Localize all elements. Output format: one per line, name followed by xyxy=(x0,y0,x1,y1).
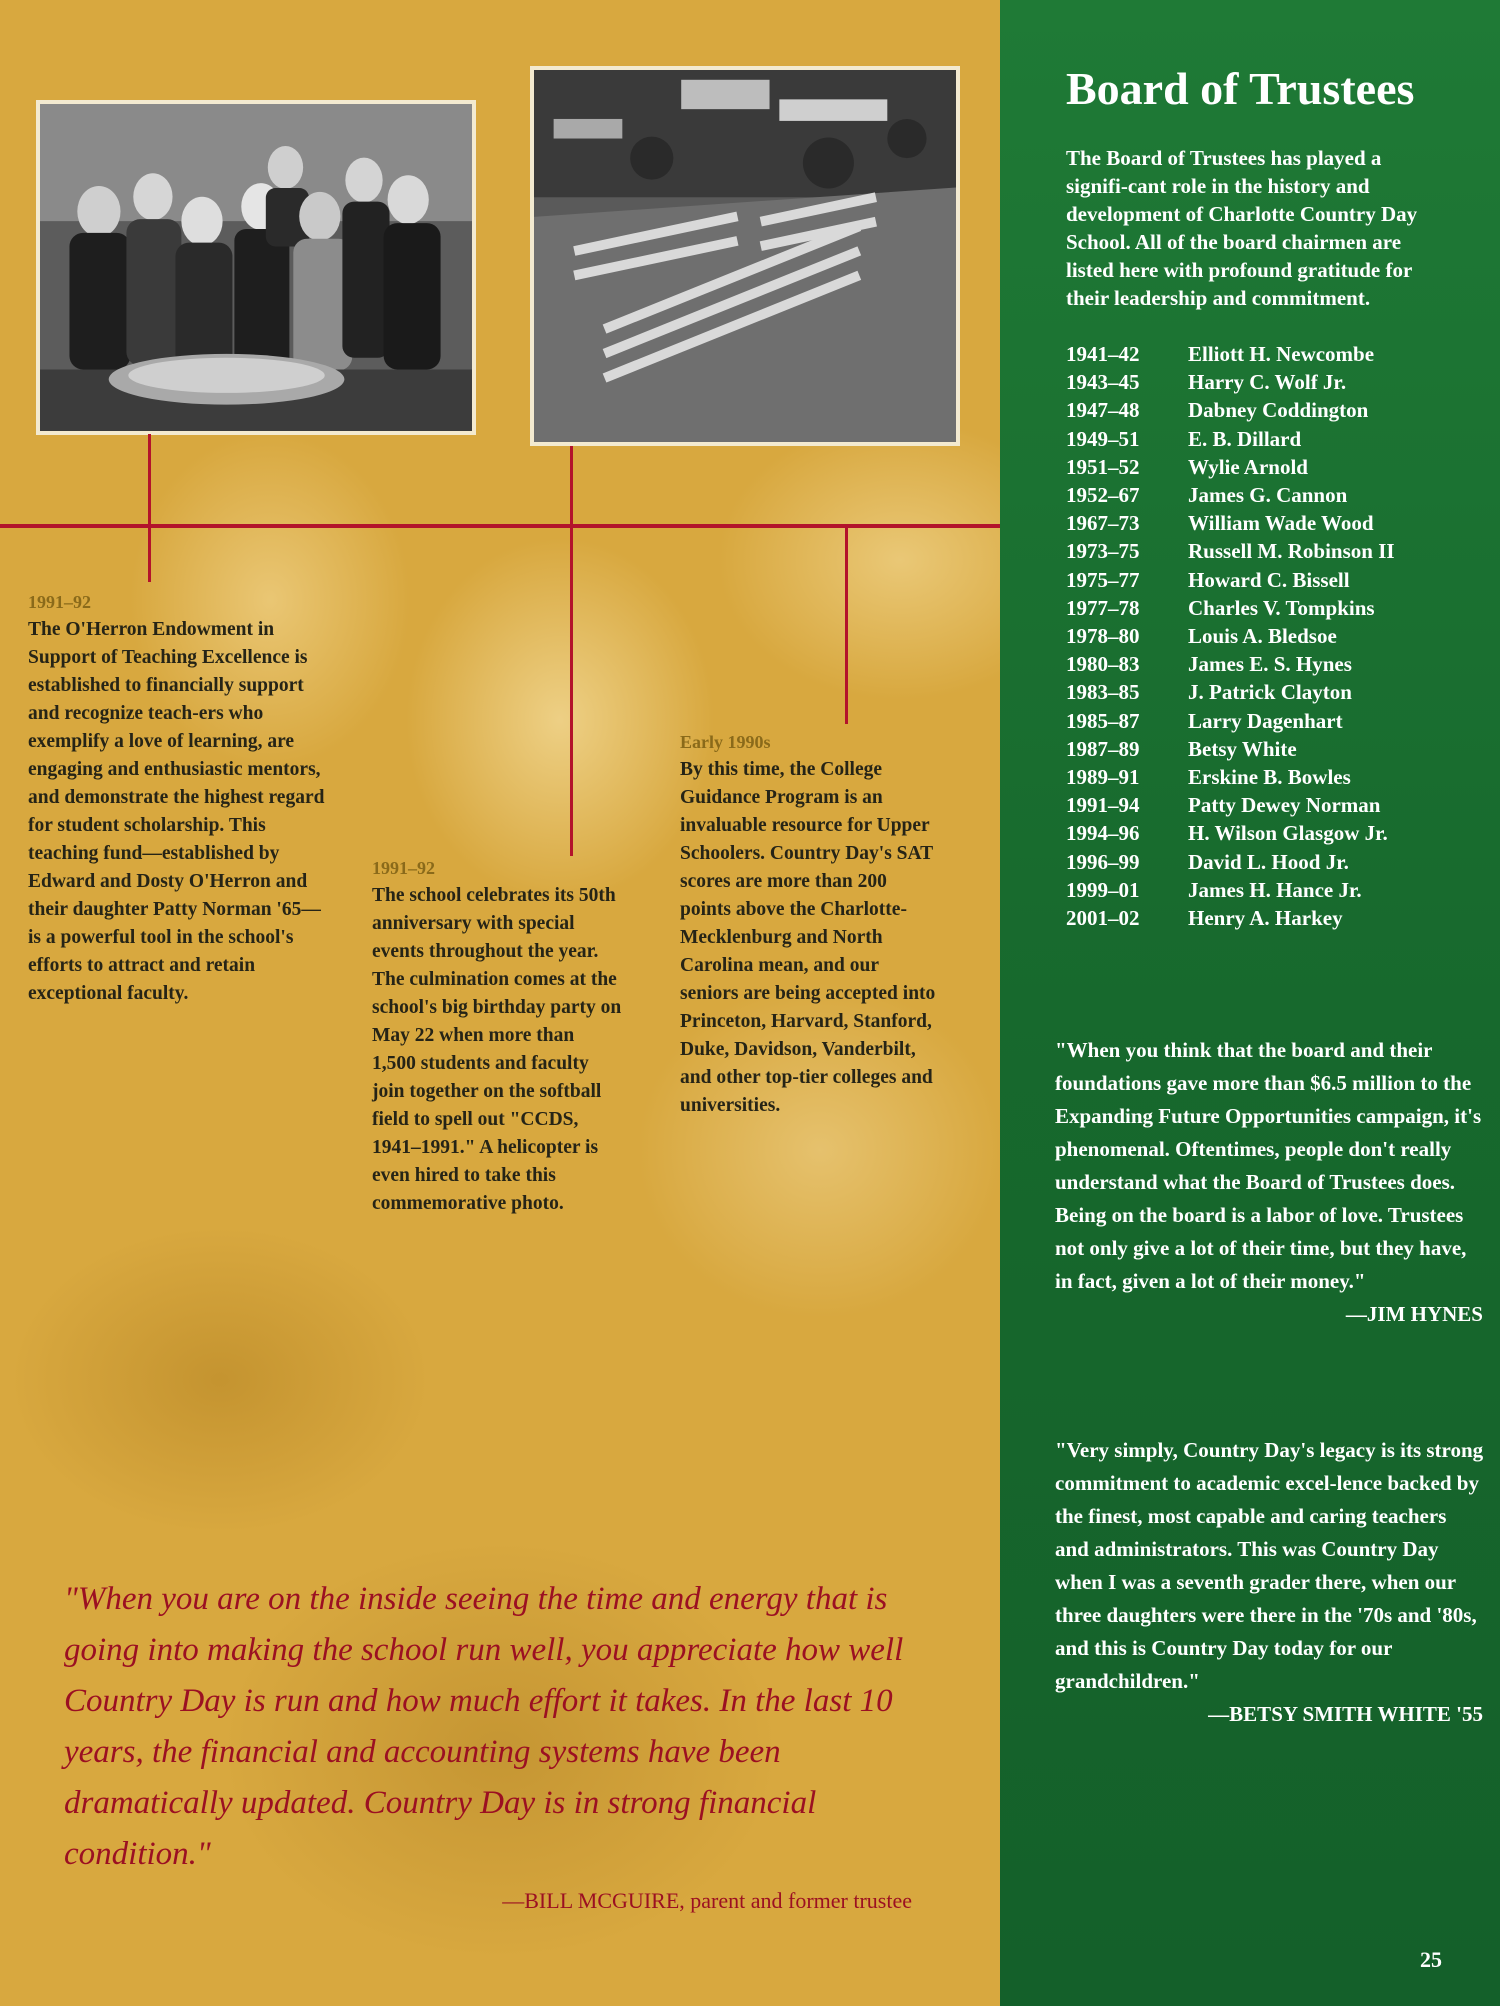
sidebar-quote xyxy=(1055,1434,1485,1731)
chair-name: Henry A. Harkey xyxy=(1188,906,1343,931)
list-item xyxy=(1066,594,1486,622)
list-item xyxy=(1066,509,1486,537)
chair-name: James E. S. Hynes xyxy=(1188,652,1352,677)
chair-name: Harry C. Wolf Jr. xyxy=(1188,370,1347,395)
chair-years: 1975–77 xyxy=(1066,567,1140,592)
featured-quote: "When you are on the inside seeing the time and energy that is going into making the school run well, you appreciate how well Country Day is run and how much effort it takes. In the last 10 years, the financial and accounting systems have been dramatically updated. Country Day is in strong financial condition." xyxy=(64,1581,904,1872)
chair-name: Betsy White xyxy=(1188,736,1297,761)
timeline-connector xyxy=(845,524,848,724)
chair-name: Patty Dewey Norman xyxy=(1188,793,1381,818)
timeline-connector xyxy=(148,434,151,582)
list-item xyxy=(1066,678,1486,706)
attribution-role: parent and former trustee xyxy=(684,1888,912,1913)
chair-name: Russell M. Robinson II xyxy=(1188,539,1395,564)
timeline-year: Early 1990s xyxy=(680,732,771,752)
quote-text: "When you think that the board and their foundations gave more than $6.5 million to the Expanding Future Opportunities campaign, it's phenomenal. Oftentimes, people don't really understand what the Board of Trustees does. Being on the board is a labor of love. Trustees not only give a lot of their time, but they have, in fact, given a lot of their money." xyxy=(1055,1038,1482,1293)
chair-years: 1952–67 xyxy=(1066,483,1140,508)
list-item xyxy=(1066,848,1486,876)
chair-years: 1947–48 xyxy=(1066,398,1140,423)
chair-name: James G. Cannon xyxy=(1188,483,1348,508)
list-item xyxy=(1066,763,1486,791)
chair-name: Dabney Coddington xyxy=(1188,398,1369,423)
timeline-entry xyxy=(372,854,622,1218)
chair-years: 1991–94 xyxy=(1066,793,1140,818)
section-title: Board of Trustees xyxy=(1066,63,1415,114)
chair-name: William Wade Wood xyxy=(1188,511,1374,536)
chair-name: Wylie Arnold xyxy=(1188,454,1308,479)
list-item xyxy=(1066,735,1486,763)
trustees-group-photo xyxy=(36,100,476,435)
chair-years: 1994–96 xyxy=(1066,821,1140,846)
chair-name: J. Patrick Clayton xyxy=(1188,680,1352,705)
chair-years: 1983–85 xyxy=(1066,680,1140,705)
list-item xyxy=(1066,453,1486,481)
chair-years: 1978–80 xyxy=(1066,624,1140,649)
chair-name: H. Wilson Glasgow Jr. xyxy=(1188,821,1388,846)
chair-name: Erskine B. Bowles xyxy=(1188,765,1351,790)
chair-years: 1943–45 xyxy=(1066,370,1140,395)
chair-years: 1980–83 xyxy=(1066,652,1140,677)
chair-years: 1973–75 xyxy=(1066,539,1140,564)
chair-years: 1987–89 xyxy=(1066,736,1140,761)
chair-years: 2001–02 xyxy=(1066,906,1140,931)
chair-years: 1951–52 xyxy=(1066,454,1140,479)
attribution-name: —BILL MCGUIRE, xyxy=(502,1888,685,1913)
chair-years: 1985–87 xyxy=(1066,708,1140,733)
chair-name: Larry Dagenhart xyxy=(1188,708,1343,733)
featured-quote-attribution xyxy=(426,1888,912,1914)
chair-years: 1999–01 xyxy=(1066,877,1140,902)
group-photo-illustration xyxy=(40,104,472,431)
list-item xyxy=(1066,537,1486,565)
section-intro: The Board of Trustees has played a signifi-cant role in the history and development of Charlotte Country Day School. All of the board chairmen are listed here with profound gratitude for their leadership and commitment. xyxy=(1066,146,1418,310)
timeline-year: 1991–92 xyxy=(28,592,91,612)
sidebar-quote xyxy=(1055,1034,1485,1331)
timeline-entry xyxy=(28,588,328,1008)
list-item xyxy=(1066,707,1486,735)
chair-years: 1989–91 xyxy=(1066,765,1140,790)
list-item xyxy=(1066,425,1486,453)
list-item xyxy=(1066,876,1486,904)
timeline-text: The school celebrates its 50th anniversary with special events throughout the year. The culmination comes at the school's big birthday party on May 22 when more than 1,500 students and faculty join together on the softball field to spell out "CCDS, 1941–1991." A helicopter is even hired to take this commemorative photo. xyxy=(372,885,622,1214)
timeline-text: By this time, the College Guidance Program is an invaluable resource for Upper Schoolers. Country Day's SAT scores are more than 200 points above the Charlotte-Mecklenburg and North Carolina mean, and our seniors are being accepted into Princeton, Harvard, Stanford, Duke, Davidson, Vanderbilt, and other top-tier colleges and universities. xyxy=(680,759,936,1116)
timeline-entry xyxy=(680,728,940,1120)
chair-years: 1941–42 xyxy=(1066,342,1140,366)
chair-years: 1977–78 xyxy=(1066,595,1140,620)
aerial-anniversary-photo xyxy=(530,66,960,446)
chair-name: Howard C. Bissell xyxy=(1188,567,1350,592)
board-of-trustees-panel xyxy=(1000,0,1500,2006)
chair-name: James H. Hance Jr. xyxy=(1188,877,1362,902)
chair-years: 1949–51 xyxy=(1066,426,1140,451)
page-number: 25 xyxy=(1420,1947,1442,1972)
aerial-photo-illustration xyxy=(534,70,956,442)
timeline-year: 1991–92 xyxy=(372,858,435,878)
list-item xyxy=(1066,368,1486,396)
list-item xyxy=(1066,481,1486,509)
timeline-connector xyxy=(570,446,573,856)
chair-name: Elliott H. Newcombe xyxy=(1188,342,1375,366)
chair-name: David L. Hood Jr. xyxy=(1188,849,1349,874)
chairmen-list xyxy=(1066,340,1486,932)
chair-years: 1967–73 xyxy=(1066,511,1140,536)
chair-name: E. B. Dillard xyxy=(1188,426,1302,451)
quote-attribution: —JIM HYNES xyxy=(1345,1302,1483,1326)
chair-name: Louis A. Bledsoe xyxy=(1188,624,1337,649)
list-item xyxy=(1066,650,1486,678)
list-item xyxy=(1066,819,1486,847)
timeline-text: The O'Herron Endowment in Support of Teaching Excellence is established to financially support and recognize teach-ers who exemplify a love of learning, are engaging and enthusiastic mentors, and demonstrate the highest regard for student scholarship. This teaching fund—established by Edward and Dosty O'Herron and their daughter Patty Norman '65—is a powerful tool in the school's efforts to attract and retain exceptional faculty. xyxy=(28,619,325,1004)
list-item xyxy=(1066,791,1486,819)
chair-name: Charles V. Tompkins xyxy=(1188,595,1375,620)
list-item xyxy=(1066,340,1486,368)
list-item xyxy=(1066,904,1486,932)
quote-text: "Very simply, Country Day's legacy is its strong commitment to academic excel-lence backed by the finest, most capable and caring teachers and administrators. This was Country Day when I was a seventh grader there, when our three daughters were there in the '70s and '80s, and this is Country Day today for our grandchildren." xyxy=(1055,1438,1484,1693)
list-item xyxy=(1066,566,1486,594)
list-item xyxy=(1066,622,1486,650)
chair-years: 1996–99 xyxy=(1066,849,1140,874)
list-item xyxy=(1066,396,1486,424)
quote-attribution: —BETSY SMITH WHITE '55 xyxy=(1208,1702,1483,1726)
